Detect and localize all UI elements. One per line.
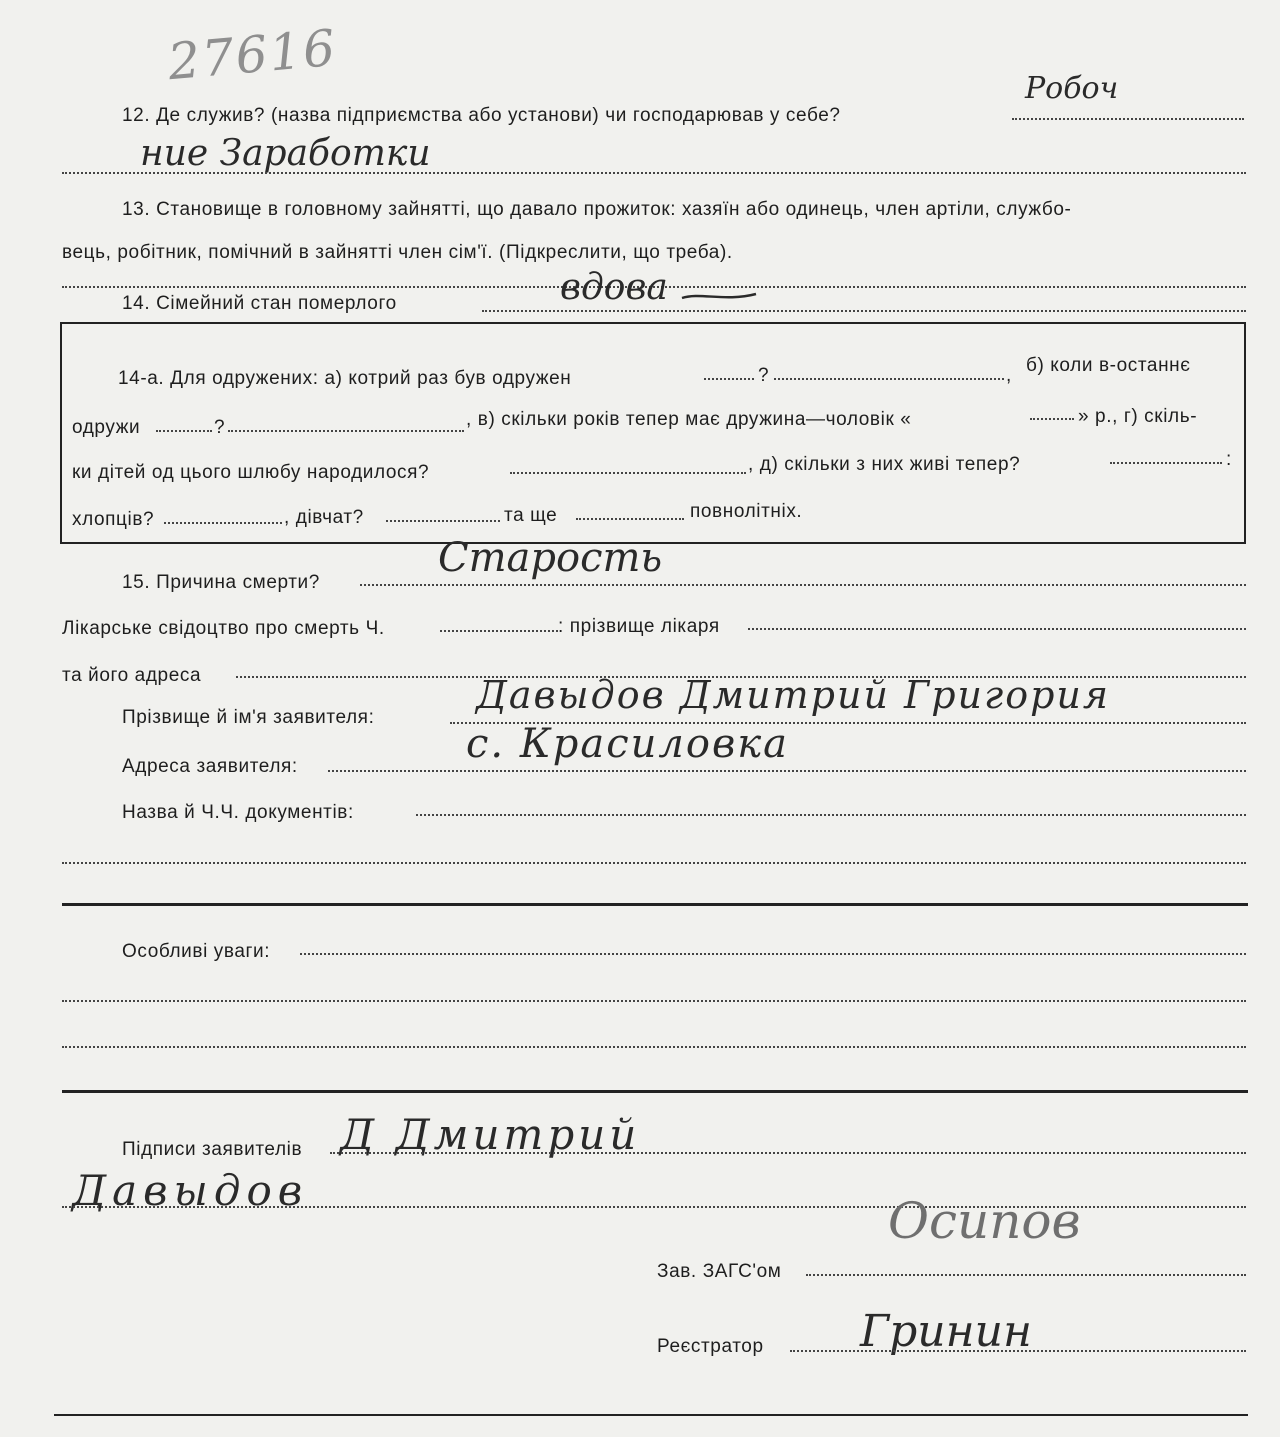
doctor-label: : прізвище лікаря bbox=[558, 616, 720, 637]
notes-dotted-line-2 bbox=[62, 1000, 1246, 1002]
q14a-q1: ? bbox=[758, 365, 770, 386]
registrar-dotted-line bbox=[790, 1350, 1246, 1352]
section-rule-2 bbox=[62, 1090, 1248, 1093]
q14-answer: вдова bbox=[560, 267, 668, 308]
q14a-dots-8 bbox=[164, 522, 282, 524]
q15-label: 15. Причина смерти? bbox=[122, 572, 320, 593]
q15-dotted-line bbox=[360, 584, 1246, 586]
q14a-part8: хлопців? bbox=[72, 509, 155, 530]
q14a-dots-1 bbox=[704, 378, 754, 380]
q14a-dots-5 bbox=[1030, 418, 1074, 420]
q12-label: 12. Де служив? (назва підприємства або установи) чи господарював у себе? bbox=[122, 105, 841, 126]
q12-answer-line: ние Заработки bbox=[140, 133, 431, 174]
applicant-signature-2: Давыдов bbox=[72, 1166, 309, 1215]
q14a-part2: б) коли в-останнє bbox=[1026, 355, 1191, 376]
documents-dotted-line-2 bbox=[62, 862, 1246, 864]
q14a-dots-9 bbox=[386, 520, 500, 522]
q14a-part7: , д) скільки з них живі тепер? bbox=[748, 454, 1021, 475]
section-rule-1 bbox=[62, 903, 1248, 906]
q14-label: 14. Сімейний стан померлого bbox=[122, 293, 397, 314]
applicant-name-label: Прізвище й ім'я заявителя: bbox=[122, 707, 375, 728]
q14a-comma1: , bbox=[1006, 365, 1012, 386]
documents-dotted-line bbox=[416, 814, 1246, 816]
registrar-label: Реєстратор bbox=[657, 1336, 764, 1357]
q14a-part4: , в) скільки років тепер має дружина—чоловік « bbox=[466, 409, 912, 430]
applicant-signatures-label: Підписи заявителів bbox=[122, 1139, 303, 1160]
doctor-address-label: та його адреса bbox=[62, 665, 202, 686]
archive-number: 27616 bbox=[165, 18, 340, 92]
head-label: Зав. ЗАГС'ом bbox=[657, 1261, 782, 1282]
doctor-dotted-line bbox=[748, 628, 1246, 630]
q12-answer-top: Робоч bbox=[1025, 71, 1119, 106]
q14-dotted-line bbox=[482, 310, 1246, 312]
q14a-part1: 14-а. Для одружених: а) котрий раз був одружен bbox=[118, 368, 572, 389]
documents-label: Назва й Ч.Ч. документів: bbox=[122, 802, 354, 823]
q14a-part10: та ще bbox=[504, 505, 558, 526]
notes-dotted-line-3 bbox=[62, 1046, 1246, 1048]
q14a-dots-4 bbox=[228, 430, 464, 432]
q13-line2: вець, робітник, помічний в зайнятті член сім'ї. (Підкреслити, що треба). bbox=[62, 242, 733, 263]
applicant-address-label: Адреса заявителя: bbox=[122, 756, 298, 777]
q14a-part5: » р., г) скіль- bbox=[1078, 406, 1198, 427]
notes-label: Особливі уваги: bbox=[122, 941, 271, 962]
applicant-address-value: с. Красиловка bbox=[466, 721, 789, 767]
q12-answer-dotted-line bbox=[62, 172, 1246, 174]
applicant-signature-1: Д Дмитрий bbox=[340, 1110, 641, 1159]
medical-cert-dotted-line bbox=[440, 630, 558, 632]
head-dotted-line bbox=[806, 1274, 1246, 1276]
applicant-address-dotted-line bbox=[328, 770, 1246, 772]
q13-line1: 13. Становище в головному зайнятті, що давало прожиток: хазяїн або одинець, член артіли, службо- bbox=[122, 199, 1072, 220]
q14a-dots-7 bbox=[1110, 462, 1222, 464]
applicant-name-value: Давыдов Дмитрий Григория bbox=[476, 673, 1111, 717]
q12-dotted-line bbox=[1012, 118, 1244, 120]
bottom-rule bbox=[54, 1414, 1248, 1416]
registrar-signature: Гринин bbox=[860, 1306, 1032, 1357]
q14a-dots-6 bbox=[510, 472, 746, 474]
q14a-part9: , дівчат? bbox=[284, 507, 364, 528]
q14a-q2: ? bbox=[214, 417, 226, 438]
q14-answer-stroke bbox=[680, 286, 760, 306]
q14a-colon: : bbox=[1226, 449, 1232, 470]
q14a-part3: одружи bbox=[72, 417, 141, 438]
q14a-part11: повнолітніх. bbox=[690, 501, 803, 522]
q14a-part6: ки дітей од цього шлюбу народилося? bbox=[72, 462, 430, 483]
notes-dotted-line-1 bbox=[300, 953, 1246, 955]
medical-cert-label: Лікарське свідоцтво про смерть Ч. bbox=[62, 618, 385, 639]
q14a-dots-3 bbox=[156, 430, 212, 432]
q15-answer: Старость bbox=[438, 535, 663, 581]
head-signature: Осипов bbox=[888, 1192, 1081, 1250]
q14a-dots-10 bbox=[576, 518, 684, 520]
q14a-dots-2 bbox=[774, 378, 1004, 380]
applicant-signature-dotted-line bbox=[330, 1152, 1246, 1154]
